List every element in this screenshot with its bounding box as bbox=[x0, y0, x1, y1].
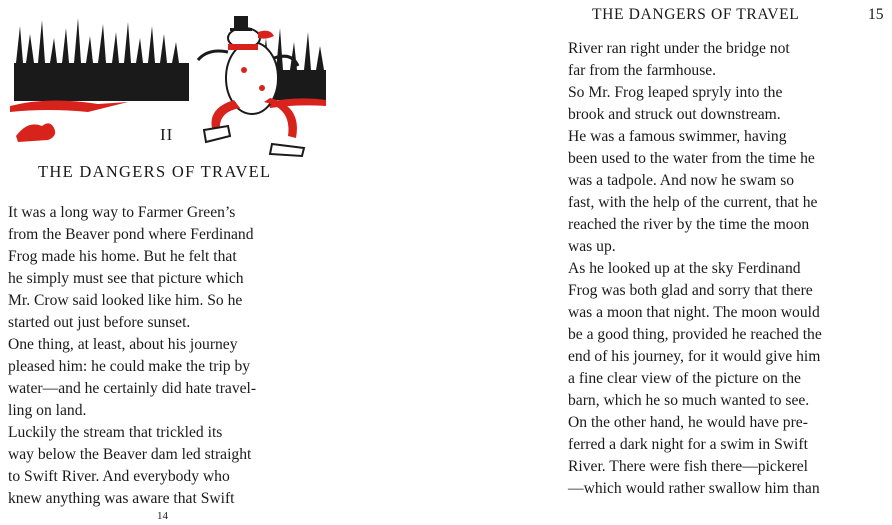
text-line: reached the river by the time the moon bbox=[568, 216, 810, 233]
text-line: barn, which he so much wanted to see. bbox=[568, 392, 810, 409]
right-page bbox=[560, 0, 892, 525]
text-line: to Swift River. And everybody who bbox=[8, 468, 230, 485]
text-line: He was a famous swimmer, having bbox=[568, 128, 787, 145]
text-line: he simply must see that picture which bbox=[8, 270, 244, 287]
text-line: River. There were fish there—pickerel bbox=[568, 458, 809, 475]
chapter-number: II bbox=[160, 125, 174, 144]
text-line: ling on land. bbox=[8, 402, 87, 419]
text-line: fast, with the help of the current, that he bbox=[568, 194, 818, 211]
text-line: be a good thing, provided he reached the bbox=[568, 326, 822, 343]
text-line: River ran right under the bridge not bbox=[568, 40, 790, 57]
left-page-body bbox=[8, 202, 328, 510]
text-line: knew anything was aware that Swift bbox=[8, 490, 235, 507]
text-line: was up. bbox=[568, 238, 616, 255]
left-page bbox=[0, 0, 346, 525]
text-line: So Mr. Frog leaped spryly into the bbox=[568, 84, 783, 101]
text-line: brook and struck out downstream. bbox=[568, 106, 781, 123]
text-line: was a tadpole. And now he swam so bbox=[568, 172, 795, 189]
page-number: 15 bbox=[868, 6, 884, 23]
text-line: way below the Beaver dam led straight bbox=[8, 446, 252, 463]
text-line: started out just before sunset. bbox=[8, 314, 191, 331]
text-line: was a moon that night. The moon would bbox=[568, 304, 820, 321]
text-line: As he looked up at the sky Ferdinand bbox=[568, 260, 801, 277]
text-line: water—and he certainly did hate travel- bbox=[8, 380, 257, 397]
chapter-title: THE DANGERS OF TRAVEL bbox=[38, 162, 272, 181]
text-line: end of his journey, for it would give him bbox=[568, 348, 821, 365]
text-line: It was a long way to Farmer Green’s bbox=[8, 204, 236, 221]
text-line: a fine clear view of the picture on the bbox=[568, 370, 801, 387]
text-line: Frog made his home. But he felt that bbox=[8, 248, 237, 265]
right-page-body bbox=[568, 38, 888, 500]
text-line: from the Beaver pond where Ferdinand bbox=[8, 226, 254, 243]
text-line: far from the farmhouse. bbox=[568, 62, 717, 79]
text-line: On the other hand, he would have pre- bbox=[568, 414, 808, 431]
text-line: been used to the water from the time he bbox=[568, 150, 815, 167]
text-line: Frog was both glad and sorry that there bbox=[568, 282, 813, 299]
text-line: Mr. Crow said looked like him. So he bbox=[8, 292, 243, 309]
running-head: THE DANGERS OF TRAVEL bbox=[592, 6, 800, 23]
text-line: Luckily the stream that trickled its bbox=[8, 424, 223, 441]
page-number: 14 bbox=[157, 510, 168, 522]
text-line: —which would rather swallow him than bbox=[568, 480, 820, 497]
text-line: pleased him: he could make the trip by bbox=[8, 358, 251, 375]
text-line: One thing, at least, about his journey bbox=[8, 336, 238, 353]
text-line: ferred a dark night for a swim in Swift bbox=[568, 436, 808, 453]
